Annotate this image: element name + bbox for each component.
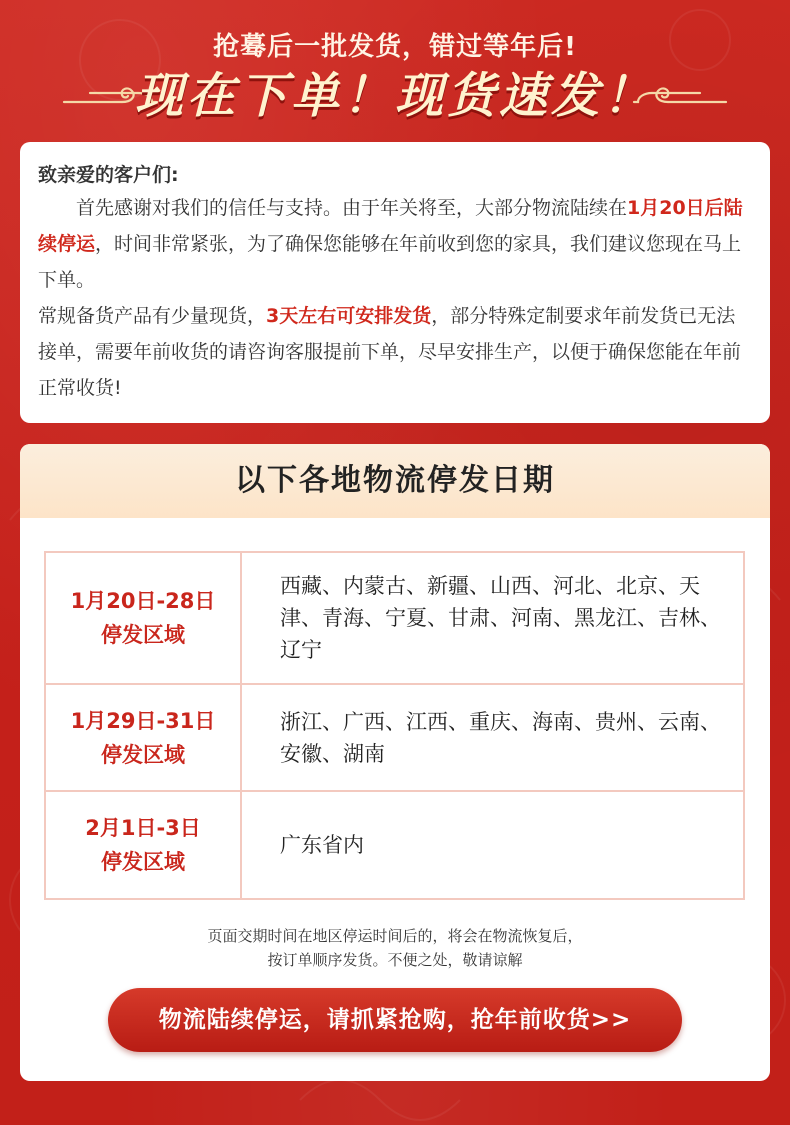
- letter-paragraph-2: [38, 298, 748, 406]
- letter-p2-text-b: ，部分特殊定制要求年前发货已无法接单，需要年前收货的请咨询客服提前下单，尽早安排生产，以便于确保您能在年前正常收货!: [38, 305, 742, 399]
- letter-p1-text-b: ，时间非常紧张，为了确保您能够在年前收到您的家具，我们建议您现在马上下单。: [38, 233, 742, 291]
- row-label: 停发区域: [101, 623, 185, 647]
- letter-p1-text-a: 首先感谢对我们的信任与支持。由于年关将至，大部分物流陆续在: [76, 197, 628, 219]
- delivery-footnote: [20, 924, 770, 972]
- footnote-line-1: 页面交期时间在地区停运时间后的，将会在物流恢复后，: [207, 927, 583, 945]
- customer-letter-card: [20, 142, 770, 423]
- row-regions: 广东省内: [280, 833, 364, 857]
- letter-p1-highlight: 1月20日后陆续停运: [38, 197, 743, 255]
- schedule-table: [44, 551, 745, 900]
- table-row: [46, 685, 743, 792]
- letter-p2-highlight: 3天左右可安排发货: [266, 305, 432, 327]
- banner-top-line: 抢蓦后一批发货，错过等年后!: [213, 32, 577, 62]
- headline: 现在下单！现货速发！: [134, 68, 655, 124]
- row-label: 停发区域: [101, 742, 185, 767]
- row-label: 停发区域: [101, 850, 185, 874]
- table-row: [46, 553, 743, 685]
- buy-now-button[interactable]: 物流陆续停运，请抓紧抢购，抢年前收货>>: [108, 988, 682, 1052]
- footnote-line-2: 按订单顺序发货。不便之处，敬请谅解: [267, 951, 523, 969]
- row-date: 1月20日-28日: [70, 589, 216, 613]
- row-regions: 浙江、广西、江西、重庆、海南、贵州、云南、安徽、湖南: [280, 709, 721, 766]
- headline-row: [0, 66, 790, 126]
- schedule-title: 以下各地物流停发日期: [20, 444, 770, 518]
- letter-paragraph-1: [38, 190, 748, 298]
- letter-p2-text-a: 常规备货产品有少量现货，: [38, 305, 267, 327]
- letter-greeting: 致亲爱的客户们:: [38, 164, 179, 186]
- table-row: [46, 792, 743, 898]
- scroll-ornament-right-icon: [630, 80, 730, 110]
- row-date: 1月29日-31日: [70, 708, 216, 733]
- row-date-cell: [46, 553, 242, 683]
- logistics-schedule-card: [20, 444, 770, 1081]
- row-regions: 西藏、内蒙古、新疆、山西、河北、北京、天津、青海、宁夏、甘肃、河南、黑龙江、吉林、辽宁: [280, 574, 721, 662]
- row-date-cell: [46, 685, 242, 790]
- row-date-cell: [46, 792, 242, 898]
- row-date: 2月1日-3日: [85, 816, 201, 840]
